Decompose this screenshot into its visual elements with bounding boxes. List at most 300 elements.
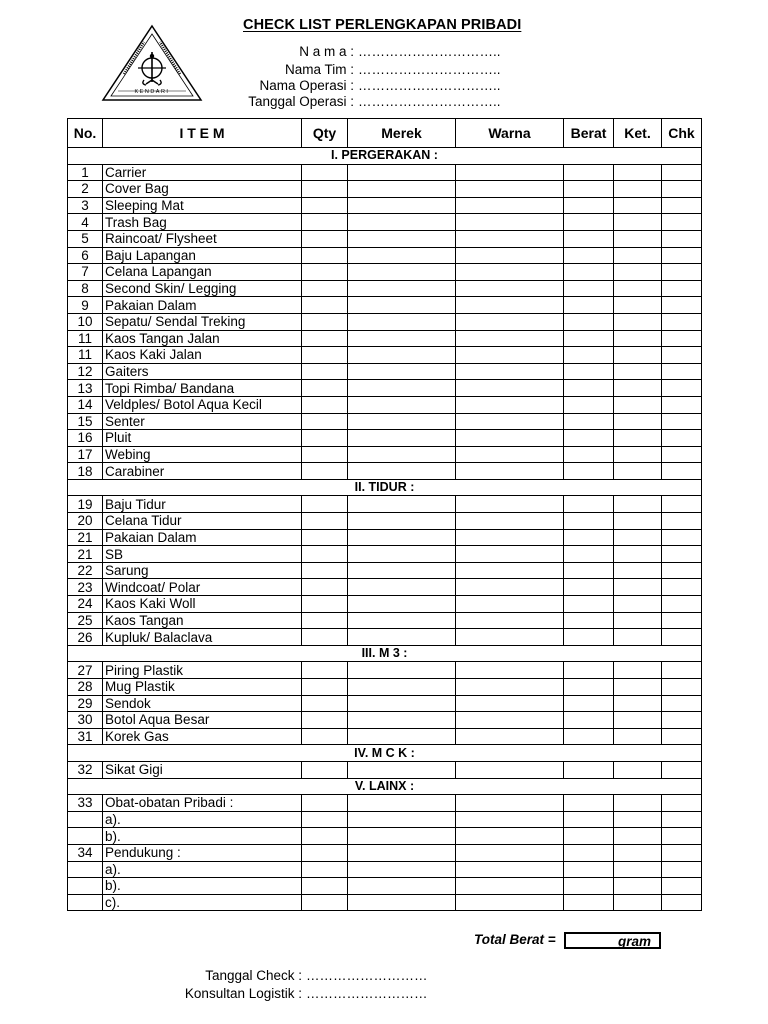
cell-ket[interactable] xyxy=(614,695,662,712)
cell-warna[interactable] xyxy=(456,347,564,364)
cell-item: Sikat Gigi xyxy=(103,761,302,778)
cell-item: Carabiner xyxy=(103,463,302,480)
cell-warna[interactable] xyxy=(456,828,564,845)
cell-berat[interactable] xyxy=(564,811,614,828)
section-title: I. PERGERAKAN : xyxy=(68,148,702,165)
cell-warna[interactable] xyxy=(456,297,564,314)
cell-warna[interactable] xyxy=(456,330,564,347)
cell-ket[interactable] xyxy=(614,811,662,828)
page-title: CHECK LIST PERLENGKAPAN PRIBADI xyxy=(243,17,522,33)
cell-merek[interactable] xyxy=(348,446,456,463)
cell-chk[interactable] xyxy=(662,562,702,579)
cell-chk[interactable] xyxy=(662,529,702,546)
cell-qty[interactable] xyxy=(302,596,348,613)
cell-ket[interactable] xyxy=(614,795,662,812)
cell-berat[interactable] xyxy=(564,728,614,745)
cell-warna[interactable] xyxy=(456,679,564,696)
cell-ket[interactable] xyxy=(614,878,662,895)
cell-no: 14 xyxy=(68,396,103,413)
cell-qty[interactable] xyxy=(302,496,348,513)
cell-warna[interactable] xyxy=(456,629,564,646)
cell-ket[interactable] xyxy=(614,828,662,845)
cell-merek[interactable] xyxy=(348,828,456,845)
cell-ket[interactable] xyxy=(614,728,662,745)
cell-warna[interactable] xyxy=(456,164,564,181)
cell-merek[interactable] xyxy=(348,380,456,397)
cell-qty[interactable] xyxy=(302,712,348,729)
cell-qty[interactable] xyxy=(302,546,348,563)
cell-chk[interactable] xyxy=(662,679,702,696)
cell-warna[interactable] xyxy=(456,894,564,911)
cell-merek[interactable] xyxy=(348,861,456,878)
cell-ket[interactable] xyxy=(614,313,662,330)
cell-merek[interactable] xyxy=(348,413,456,430)
cell-warna[interactable] xyxy=(456,214,564,231)
cell-merek[interactable] xyxy=(348,562,456,579)
cell-ket[interactable] xyxy=(614,247,662,264)
cell-warna[interactable] xyxy=(456,861,564,878)
cell-merek[interactable] xyxy=(348,795,456,812)
cell-item: Veldples/ Botol Aqua Kecil xyxy=(103,396,302,413)
cell-berat[interactable] xyxy=(564,844,614,861)
cell-ket[interactable] xyxy=(614,363,662,380)
cell-ket[interactable] xyxy=(614,297,662,314)
cell-qty[interactable] xyxy=(302,363,348,380)
cell-merek[interactable] xyxy=(348,894,456,911)
cell-merek[interactable] xyxy=(348,496,456,513)
cell-berat[interactable] xyxy=(564,247,614,264)
cell-merek[interactable] xyxy=(348,264,456,281)
cell-warna[interactable] xyxy=(456,247,564,264)
cell-berat[interactable] xyxy=(564,513,614,530)
cell-berat[interactable] xyxy=(564,629,614,646)
col-header-chk: Chk xyxy=(662,119,702,148)
cell-merek[interactable] xyxy=(348,164,456,181)
cell-qty[interactable] xyxy=(302,844,348,861)
table-row xyxy=(68,313,702,330)
cell-merek[interactable] xyxy=(348,363,456,380)
field-tanggal-operasi xyxy=(0,93,768,111)
cell-warna[interactable] xyxy=(456,761,564,778)
cell-merek[interactable] xyxy=(348,579,456,596)
cell-ket[interactable] xyxy=(614,761,662,778)
cell-chk[interactable] xyxy=(662,247,702,264)
cell-qty[interactable] xyxy=(302,380,348,397)
cell-no: 8 xyxy=(68,280,103,297)
cell-qty[interactable] xyxy=(302,662,348,679)
cell-ket[interactable] xyxy=(614,264,662,281)
cell-qty[interactable] xyxy=(302,695,348,712)
cell-chk[interactable] xyxy=(662,396,702,413)
cell-chk[interactable] xyxy=(662,430,702,447)
cell-berat[interactable] xyxy=(564,761,614,778)
cell-merek[interactable] xyxy=(348,297,456,314)
cell-item: Second Skin/ Legging xyxy=(103,280,302,297)
cell-warna[interactable] xyxy=(456,280,564,297)
cell-warna[interactable] xyxy=(456,579,564,596)
cell-qty[interactable] xyxy=(302,396,348,413)
cell-item: b). xyxy=(103,828,302,845)
cell-qty[interactable] xyxy=(302,197,348,214)
cell-ket[interactable] xyxy=(614,662,662,679)
cell-warna[interactable] xyxy=(456,197,564,214)
cell-qty[interactable] xyxy=(302,894,348,911)
cell-chk[interactable] xyxy=(662,264,702,281)
cell-qty[interactable] xyxy=(302,430,348,447)
field-nama xyxy=(0,43,768,61)
cell-chk[interactable] xyxy=(662,878,702,895)
cell-no: 2 xyxy=(68,181,103,198)
table-row xyxy=(68,546,702,563)
cell-ket[interactable] xyxy=(614,844,662,861)
cell-ket[interactable] xyxy=(614,629,662,646)
cell-berat[interactable] xyxy=(564,894,614,911)
cell-no: 15 xyxy=(68,413,103,430)
cell-berat[interactable] xyxy=(564,413,614,430)
cell-merek[interactable] xyxy=(348,247,456,264)
cell-chk[interactable] xyxy=(662,828,702,845)
cell-berat[interactable] xyxy=(564,181,614,198)
col-header-berat: Berat xyxy=(564,119,614,148)
cell-chk[interactable] xyxy=(662,347,702,364)
cell-merek[interactable] xyxy=(348,662,456,679)
cell-chk[interactable] xyxy=(662,181,702,198)
cell-chk[interactable] xyxy=(662,662,702,679)
cell-no: 29 xyxy=(68,695,103,712)
cell-merek[interactable] xyxy=(348,197,456,214)
section-header-row xyxy=(68,778,702,795)
cell-qty[interactable] xyxy=(302,861,348,878)
cell-chk[interactable] xyxy=(662,463,702,480)
cell-item: Webing xyxy=(103,446,302,463)
cell-warna[interactable] xyxy=(456,795,564,812)
cell-ket[interactable] xyxy=(614,861,662,878)
cell-qty[interactable] xyxy=(302,463,348,480)
cell-merek[interactable] xyxy=(348,596,456,613)
cell-item: Korek Gas xyxy=(103,728,302,745)
cell-ket[interactable] xyxy=(614,181,662,198)
cell-no: 16 xyxy=(68,430,103,447)
cell-chk[interactable] xyxy=(662,297,702,314)
cell-qty[interactable] xyxy=(302,230,348,247)
cell-chk[interactable] xyxy=(662,446,702,463)
cell-merek[interactable] xyxy=(348,546,456,563)
table-row xyxy=(68,214,702,231)
cell-merek[interactable] xyxy=(348,811,456,828)
cell-qty[interactable] xyxy=(302,795,348,812)
cell-berat[interactable] xyxy=(564,214,614,231)
cell-ket[interactable] xyxy=(614,546,662,563)
cell-warna[interactable] xyxy=(456,430,564,447)
cell-merek[interactable] xyxy=(348,712,456,729)
cell-item: Sarung xyxy=(103,562,302,579)
cell-chk[interactable] xyxy=(662,629,702,646)
cell-warna[interactable] xyxy=(456,878,564,895)
cell-no: 5 xyxy=(68,230,103,247)
cell-chk[interactable] xyxy=(662,164,702,181)
cell-warna[interactable] xyxy=(456,363,564,380)
cell-berat[interactable] xyxy=(564,496,614,513)
cell-berat[interactable] xyxy=(564,861,614,878)
cell-chk[interactable] xyxy=(662,811,702,828)
cell-ket[interactable] xyxy=(614,463,662,480)
cell-qty[interactable] xyxy=(302,629,348,646)
cell-merek[interactable] xyxy=(348,347,456,364)
cell-item: Sendok xyxy=(103,695,302,712)
cell-qty[interactable] xyxy=(302,878,348,895)
cell-ket[interactable] xyxy=(614,396,662,413)
cell-chk[interactable] xyxy=(662,313,702,330)
cell-chk[interactable] xyxy=(662,612,702,629)
cell-berat[interactable] xyxy=(564,546,614,563)
cell-qty[interactable] xyxy=(302,513,348,530)
cell-chk[interactable] xyxy=(662,761,702,778)
cell-chk[interactable] xyxy=(662,280,702,297)
table-row xyxy=(68,629,702,646)
cell-qty[interactable] xyxy=(302,529,348,546)
cell-qty[interactable] xyxy=(302,679,348,696)
cell-berat[interactable] xyxy=(564,446,614,463)
cell-merek[interactable] xyxy=(348,230,456,247)
cell-qty[interactable] xyxy=(302,164,348,181)
table-row xyxy=(68,878,702,895)
cell-qty[interactable] xyxy=(302,413,348,430)
cell-warna[interactable] xyxy=(456,596,564,613)
cell-warna[interactable] xyxy=(456,264,564,281)
cell-qty[interactable] xyxy=(302,297,348,314)
cell-item: b). xyxy=(103,878,302,895)
cell-qty[interactable] xyxy=(302,181,348,198)
cell-berat[interactable] xyxy=(564,679,614,696)
cell-merek[interactable] xyxy=(348,761,456,778)
cell-warna[interactable] xyxy=(456,695,564,712)
footer-label: Konsultan Logistik : xyxy=(184,986,302,1001)
cell-ket[interactable] xyxy=(614,612,662,629)
cell-berat[interactable] xyxy=(564,230,614,247)
cell-qty[interactable] xyxy=(302,347,348,364)
cell-berat[interactable] xyxy=(564,596,614,613)
cell-berat[interactable] xyxy=(564,463,614,480)
cell-chk[interactable] xyxy=(662,413,702,430)
cell-merek[interactable] xyxy=(348,629,456,646)
cell-qty[interactable] xyxy=(302,811,348,828)
cell-ket[interactable] xyxy=(614,496,662,513)
cell-item: Celana Lapangan xyxy=(103,264,302,281)
cell-item: Kaos Kaki Woll xyxy=(103,596,302,613)
cell-merek[interactable] xyxy=(348,695,456,712)
cell-item: Kupluk/ Balaclava xyxy=(103,629,302,646)
cell-warna[interactable] xyxy=(456,313,564,330)
cell-merek[interactable] xyxy=(348,463,456,480)
cell-chk[interactable] xyxy=(662,894,702,911)
cell-berat[interactable] xyxy=(564,795,614,812)
cell-berat[interactable] xyxy=(564,612,614,629)
cell-ket[interactable] xyxy=(614,330,662,347)
cell-no: 19 xyxy=(68,496,103,513)
cell-warna[interactable] xyxy=(456,380,564,397)
total-berat-field[interactable] xyxy=(564,932,661,949)
cell-warna[interactable] xyxy=(456,562,564,579)
cell-merek[interactable] xyxy=(348,181,456,198)
cell-item: Cover Bag xyxy=(103,181,302,198)
cell-ket[interactable] xyxy=(614,513,662,530)
cell-qty[interactable] xyxy=(302,579,348,596)
cell-chk[interactable] xyxy=(662,844,702,861)
cell-chk[interactable] xyxy=(662,230,702,247)
cell-merek[interactable] xyxy=(348,513,456,530)
cell-merek[interactable] xyxy=(348,679,456,696)
cell-berat[interactable] xyxy=(564,878,614,895)
cell-berat[interactable] xyxy=(564,396,614,413)
cell-berat[interactable] xyxy=(564,562,614,579)
cell-berat[interactable] xyxy=(564,828,614,845)
cell-item: Pakaian Dalam xyxy=(103,297,302,314)
cell-berat[interactable] xyxy=(564,695,614,712)
cell-merek[interactable] xyxy=(348,280,456,297)
cell-item: Sleeping Mat xyxy=(103,197,302,214)
cell-berat[interactable] xyxy=(564,363,614,380)
cell-berat[interactable] xyxy=(564,662,614,679)
cell-ket[interactable] xyxy=(614,164,662,181)
cell-ket[interactable] xyxy=(614,596,662,613)
cell-warna[interactable] xyxy=(456,844,564,861)
cell-qty[interactable] xyxy=(302,214,348,231)
cell-chk[interactable] xyxy=(662,695,702,712)
cell-warna[interactable] xyxy=(456,728,564,745)
cell-ket[interactable] xyxy=(614,430,662,447)
cell-warna[interactable] xyxy=(456,513,564,530)
cell-warna[interactable] xyxy=(456,546,564,563)
cell-qty[interactable] xyxy=(302,828,348,845)
cell-merek[interactable] xyxy=(348,330,456,347)
cell-warna[interactable] xyxy=(456,811,564,828)
cell-warna[interactable] xyxy=(456,396,564,413)
cell-qty[interactable] xyxy=(302,264,348,281)
cell-merek[interactable] xyxy=(348,313,456,330)
cell-chk[interactable] xyxy=(662,380,702,397)
cell-chk[interactable] xyxy=(662,795,702,812)
cell-warna[interactable] xyxy=(456,181,564,198)
cell-berat[interactable] xyxy=(564,430,614,447)
cell-item: Pluit xyxy=(103,430,302,447)
cell-merek[interactable] xyxy=(348,728,456,745)
cell-merek[interactable] xyxy=(348,844,456,861)
cell-ket[interactable] xyxy=(614,214,662,231)
cell-qty[interactable] xyxy=(302,728,348,745)
cell-ket[interactable] xyxy=(614,413,662,430)
field-value: ………………………….. xyxy=(358,62,501,77)
cell-merek[interactable] xyxy=(348,529,456,546)
footer-value: ……………………… xyxy=(306,986,428,1001)
cell-warna[interactable] xyxy=(456,612,564,629)
cell-chk[interactable] xyxy=(662,728,702,745)
section-title: III. M 3 : xyxy=(68,645,702,662)
cell-warna[interactable] xyxy=(456,230,564,247)
cell-chk[interactable] xyxy=(662,496,702,513)
cell-berat[interactable] xyxy=(564,297,614,314)
cell-ket[interactable] xyxy=(614,562,662,579)
cell-berat[interactable] xyxy=(564,347,614,364)
cell-warna[interactable] xyxy=(456,496,564,513)
cell-ket[interactable] xyxy=(614,230,662,247)
cell-chk[interactable] xyxy=(662,546,702,563)
cell-chk[interactable] xyxy=(662,363,702,380)
cell-merek[interactable] xyxy=(348,396,456,413)
cell-qty[interactable] xyxy=(302,247,348,264)
cell-chk[interactable] xyxy=(662,330,702,347)
cell-item: Piring Plastik xyxy=(103,662,302,679)
cell-chk[interactable] xyxy=(662,579,702,596)
cell-ket[interactable] xyxy=(614,446,662,463)
cell-ket[interactable] xyxy=(614,380,662,397)
cell-merek[interactable] xyxy=(348,878,456,895)
cell-berat[interactable] xyxy=(564,197,614,214)
cell-chk[interactable] xyxy=(662,214,702,231)
cell-berat[interactable] xyxy=(564,164,614,181)
cell-ket[interactable] xyxy=(614,280,662,297)
cell-chk[interactable] xyxy=(662,596,702,613)
cell-no: 3 xyxy=(68,197,103,214)
cell-qty[interactable] xyxy=(302,612,348,629)
cell-chk[interactable] xyxy=(662,712,702,729)
cell-qty[interactable] xyxy=(302,446,348,463)
cell-berat[interactable] xyxy=(564,330,614,347)
cell-no xyxy=(68,811,103,828)
cell-ket[interactable] xyxy=(614,529,662,546)
cell-merek[interactable] xyxy=(348,214,456,231)
cell-chk[interactable] xyxy=(662,197,702,214)
cell-qty[interactable] xyxy=(302,280,348,297)
cell-berat[interactable] xyxy=(564,313,614,330)
cell-warna[interactable] xyxy=(456,413,564,430)
cell-ket[interactable] xyxy=(614,712,662,729)
cell-berat[interactable] xyxy=(564,280,614,297)
cell-chk[interactable] xyxy=(662,513,702,530)
cell-qty[interactable] xyxy=(302,761,348,778)
cell-berat[interactable] xyxy=(564,264,614,281)
cell-merek[interactable] xyxy=(348,430,456,447)
cell-berat[interactable] xyxy=(564,712,614,729)
cell-berat[interactable] xyxy=(564,579,614,596)
footer-label: Tanggal Check : xyxy=(205,968,302,983)
cell-berat[interactable] xyxy=(564,380,614,397)
cell-qty[interactable] xyxy=(302,330,348,347)
cell-ket[interactable] xyxy=(614,579,662,596)
cell-warna[interactable] xyxy=(456,662,564,679)
cell-warna[interactable] xyxy=(456,446,564,463)
cell-ket[interactable] xyxy=(614,347,662,364)
cell-chk[interactable] xyxy=(662,861,702,878)
cell-warna[interactable] xyxy=(456,712,564,729)
cell-merek[interactable] xyxy=(348,612,456,629)
cell-ket[interactable] xyxy=(614,894,662,911)
cell-item: Topi Rimba/ Bandana xyxy=(103,380,302,397)
cell-ket[interactable] xyxy=(614,679,662,696)
cell-no: 12 xyxy=(68,363,103,380)
cell-warna[interactable] xyxy=(456,529,564,546)
col-header-merek: Merek xyxy=(348,119,456,148)
field-label: Nama Operasi : xyxy=(259,78,354,93)
cell-berat[interactable] xyxy=(564,529,614,546)
table-header-row xyxy=(68,119,702,148)
cell-warna[interactable] xyxy=(456,463,564,480)
table-row xyxy=(68,230,702,247)
cell-no: 25 xyxy=(68,612,103,629)
table-row xyxy=(68,795,702,812)
cell-qty[interactable] xyxy=(302,562,348,579)
cell-ket[interactable] xyxy=(614,197,662,214)
cell-qty[interactable] xyxy=(302,313,348,330)
